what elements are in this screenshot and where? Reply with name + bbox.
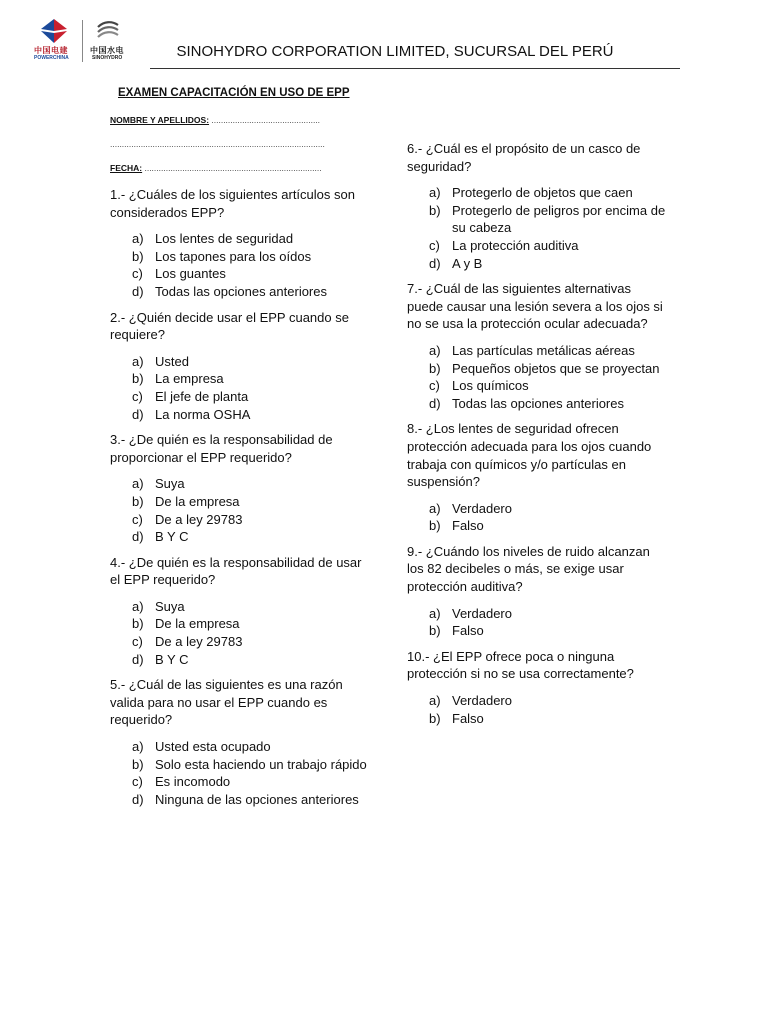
- question-text: 10.- ¿El EPP ofrece poca o ninguna protección si no se usa correctamente?: [407, 648, 634, 682]
- option-letter: d): [132, 651, 144, 667]
- options-list: [407, 342, 669, 412]
- option-letter: c): [429, 378, 440, 394]
- option-letter: b): [429, 623, 441, 639]
- question-2: [110, 309, 372, 424]
- question-7: [407, 280, 669, 412]
- header-logos: [30, 18, 140, 64]
- option-d[interactable]: [110, 651, 372, 669]
- options-list: [110, 598, 372, 668]
- option-letter: b): [132, 248, 144, 264]
- option-text: Falso: [452, 518, 484, 534]
- question-10: [407, 648, 669, 727]
- date-field[interactable]: [110, 163, 322, 173]
- option-a[interactable]: [110, 353, 372, 371]
- option-text: Los guantes: [155, 266, 226, 282]
- option-c[interactable]: [110, 633, 372, 651]
- option-a[interactable]: [110, 475, 372, 493]
- option-letter: a): [429, 500, 441, 516]
- options-list: [110, 738, 372, 808]
- option-letter: b): [132, 756, 144, 772]
- option-letter: a): [132, 598, 144, 614]
- option-text: B Y C: [155, 529, 189, 545]
- option-text: Los tapones para los oídos: [155, 248, 312, 264]
- question-text: 1.- ¿Cuáles de los siguientes artículos son considerados EPP?: [110, 187, 355, 220]
- question-8: [407, 420, 669, 535]
- option-text: Suya: [155, 476, 185, 492]
- option-text: Las partículas metálicas aéreas: [452, 342, 635, 358]
- option-c[interactable]: [110, 511, 372, 529]
- option-letter: d): [429, 395, 441, 411]
- option-letter: c): [132, 634, 143, 650]
- option-b[interactable]: [110, 493, 372, 511]
- option-a[interactable]: [407, 692, 669, 710]
- option-text: Usted esta ocupado: [155, 739, 271, 755]
- option-a[interactable]: [110, 598, 372, 616]
- option-text: A y B: [452, 255, 483, 271]
- option-a[interactable]: [407, 184, 669, 202]
- option-text: La norma OSHA: [155, 406, 251, 422]
- option-text: De a ley 29783: [155, 511, 243, 527]
- sinohydro-english-name: SINOHYDRO: [92, 55, 123, 61]
- option-letter: d): [429, 255, 441, 271]
- option-d[interactable]: [407, 395, 669, 413]
- option-letter: c): [132, 266, 143, 282]
- option-letter: c): [132, 511, 143, 527]
- option-letter: c): [429, 237, 440, 253]
- option-text: La empresa: [155, 371, 224, 387]
- option-letter: c): [132, 774, 143, 790]
- options-list: [110, 230, 372, 300]
- question-6: [407, 140, 669, 272]
- option-letter: b): [132, 493, 144, 509]
- question-text: 3.- ¿De quién es la responsabilidad de proporcionar el EPP requerido?: [110, 432, 333, 465]
- option-c[interactable]: [110, 773, 372, 791]
- option-text: B Y C: [155, 651, 189, 667]
- option-letter: a): [429, 342, 441, 358]
- options-list: [110, 353, 372, 423]
- option-letter: d): [132, 283, 144, 299]
- option-letter: b): [132, 371, 144, 387]
- question-text: 5.- ¿Cuál de las siguientes es una razón valida para no usar el EPP cuando es requerido?: [110, 677, 343, 728]
- name-dots: ..............................................: [209, 115, 321, 125]
- question-4: [110, 554, 372, 669]
- option-b[interactable]: [407, 360, 669, 378]
- option-text: De la empresa: [155, 616, 240, 632]
- option-a[interactable]: [407, 500, 669, 518]
- option-text: Los químicos: [452, 378, 529, 394]
- option-letter: d): [132, 791, 144, 807]
- company-name: SINOHYDRO CORPORATION LIMITED, SUCURSAL DEL PERÚ: [176, 43, 614, 60]
- option-letter: b): [429, 710, 441, 726]
- option-d[interactable]: [110, 406, 372, 424]
- option-letter: b): [429, 360, 441, 376]
- option-text: Verdadero: [452, 500, 512, 516]
- sinohydro-chinese-name: 中国水电: [90, 46, 124, 55]
- options-list: [407, 605, 669, 640]
- questions-left-column: [110, 186, 372, 816]
- question-5: [110, 676, 372, 808]
- option-a[interactable]: [110, 230, 372, 248]
- options-list: [407, 184, 669, 272]
- option-c[interactable]: [407, 237, 669, 255]
- option-letter: c): [132, 388, 143, 404]
- logo-divider: [82, 20, 83, 62]
- date-label: FECHA:: [110, 163, 143, 173]
- name-label: NOMBRE Y APELLIDOS:: [110, 115, 210, 125]
- name-field[interactable]: [110, 115, 320, 125]
- option-a[interactable]: [110, 738, 372, 756]
- option-letter: a): [132, 739, 144, 755]
- date-dots: ...........................................................................: [142, 163, 322, 173]
- option-text: Ninguna de las opciones anteriores: [155, 791, 359, 807]
- options-list: [407, 692, 669, 727]
- option-text: Verdadero: [452, 605, 512, 621]
- option-b[interactable]: [110, 756, 372, 774]
- name-continuation-field[interactable]: [110, 139, 325, 149]
- option-letter: a): [132, 353, 144, 369]
- options-list: [110, 475, 372, 545]
- option-text: De la empresa: [155, 493, 240, 509]
- option-text: Todas las opciones anteriores: [452, 395, 624, 411]
- option-d[interactable]: [407, 255, 669, 273]
- option-text: Solo esta haciendo un trabajo rápido: [155, 756, 367, 772]
- question-9: [407, 543, 669, 640]
- option-b[interactable]: [110, 615, 372, 633]
- option-letter: a): [429, 605, 441, 621]
- option-b[interactable]: [407, 710, 669, 728]
- option-d[interactable]: [110, 791, 372, 809]
- option-text: Protegerlo de peligros por encima de su cabeza: [452, 202, 666, 236]
- option-b[interactable]: [407, 517, 669, 535]
- option-letter: d): [132, 406, 144, 422]
- option-c[interactable]: [407, 377, 669, 395]
- option-c[interactable]: [110, 388, 372, 406]
- option-text: El jefe de planta: [155, 388, 249, 404]
- header-rule: [150, 68, 680, 69]
- option-text: Usted: [155, 353, 189, 369]
- option-letter: a): [429, 185, 441, 201]
- option-a[interactable]: [407, 605, 669, 623]
- question-text: 8.- ¿Los lentes de seguridad ofrecen protección adecuada para los ojos cuando trabaja con químicos y/o partículas en suspensión?: [407, 421, 652, 490]
- question-text: 9.- ¿Cuándo los niveles de ruido alcanzan los 82 decibeles o más, se exige usar protección auditiva?: [407, 543, 650, 595]
- option-b[interactable]: [110, 248, 372, 266]
- powerchina-logo-icon: [36, 18, 72, 44]
- option-text: De a ley 29783: [155, 634, 243, 650]
- option-letter: d): [132, 529, 144, 545]
- option-c[interactable]: [110, 265, 372, 283]
- option-letter: a): [132, 231, 144, 247]
- questions-right-column: [407, 140, 669, 735]
- exam-title: EXAMEN CAPACITACIÓN EN USO DE EPP: [118, 87, 350, 99]
- option-text: Protegerlo de objetos que caen: [452, 185, 633, 201]
- option-text: Falso: [452, 623, 484, 639]
- option-d[interactable]: [110, 528, 372, 546]
- option-letter: a): [429, 693, 441, 709]
- option-d[interactable]: [110, 283, 372, 301]
- option-text: La protección auditiva: [452, 237, 579, 253]
- option-text: Es incomodo: [155, 774, 231, 790]
- question-text: 2.- ¿Quién decide usar el EPP cuando se requiere?: [110, 309, 349, 343]
- question-text: 6.- ¿Cuál es el propósito de un casco de seguridad?: [407, 141, 641, 174]
- sinohydro-logo-icon: [94, 19, 122, 43]
- question-1: [110, 186, 372, 301]
- option-letter: b): [132, 616, 144, 632]
- option-text: Todas las opciones anteriores: [155, 283, 327, 299]
- option-letter: a): [132, 476, 144, 492]
- option-b[interactable]: [407, 202, 669, 237]
- question-3: [110, 431, 372, 546]
- option-b[interactable]: [110, 370, 372, 388]
- option-text: Los lentes de seguridad: [155, 231, 294, 247]
- option-text: Falso: [452, 710, 484, 726]
- question-text: 4.- ¿De quién es la responsabilidad de usar el EPP requerido?: [110, 554, 362, 588]
- option-b[interactable]: [407, 622, 669, 640]
- powerchina-chinese-name: 中国电建: [34, 46, 68, 55]
- powerchina-english-name: POWERCHINA: [34, 55, 69, 61]
- option-letter: b): [429, 202, 441, 218]
- option-letter: b): [429, 518, 441, 534]
- options-list: [407, 500, 669, 535]
- option-text: Verdadero: [452, 693, 512, 709]
- continuation-dots: ...........................................................................................: [110, 139, 325, 149]
- option-text: Pequeños objetos que se proyectan: [452, 360, 660, 376]
- option-text: Suya: [155, 598, 185, 614]
- option-a[interactable]: [407, 342, 669, 360]
- question-text: 7.- ¿Cuál de las siguientes alternativas puede causar una lesión severa a los ojos si no se usa la protección ocular adecuada?: [407, 281, 663, 332]
